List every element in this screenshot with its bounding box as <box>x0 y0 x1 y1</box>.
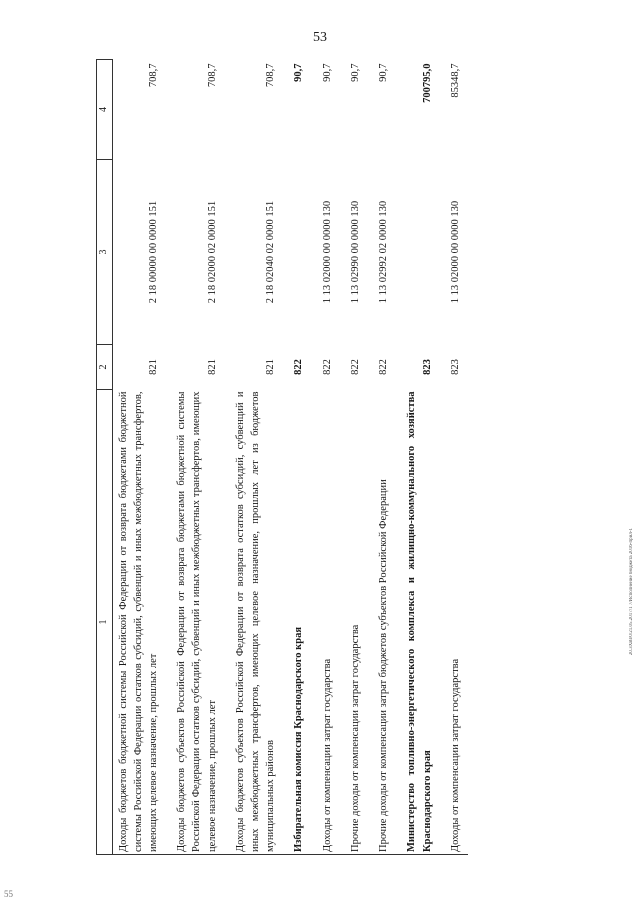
table-row <box>340 60 368 855</box>
budget-income-table <box>96 59 468 855</box>
row-budget-code: 2 18 00000 00 0000 151 <box>147 200 159 304</box>
row-admin-code: 823 <box>449 359 461 375</box>
row-amount: 708,7 <box>265 63 277 88</box>
row-amount: 90,7 <box>321 63 333 82</box>
footer-code: 20.3XBl/0/21.05.2017/1 7/Исполнение бюджета 2016-прил-1 <box>629 527 634 655</box>
table-header <box>97 60 113 855</box>
row-description: Доходы бюджетов бюджетной системы Российской Федерации от возврата бюджетами бюджетной системы Российской Федерации остатков субсидий, субвенций и иных межбюджетных трансфертов, имеющих целевое назначение, прошлых лет <box>112 390 166 855</box>
table-row <box>166 60 225 855</box>
row-amount: 708,7 <box>206 63 218 88</box>
row-description: Доходы от компенсации затрат государства <box>312 390 340 855</box>
row-amount: 85348,7 <box>449 63 461 98</box>
row-admin-code: 822 <box>378 359 390 375</box>
row-description: Доходы от компенсации затрат государства <box>440 390 468 855</box>
header-row <box>97 60 113 855</box>
table-row <box>440 60 468 855</box>
rotated-table-container <box>96 60 558 855</box>
page-number: 53 <box>313 30 327 45</box>
row-amount: 90,7 <box>293 63 305 82</box>
row-description: Доходы бюджетов субъектов Российской Федерации от возврата бюджетами бюджетной системы Российской Федерации остатков субсидий, субвенций и иных межбюджетных трансфертов, имеющих целевое назначение, прошлых лет <box>166 390 225 855</box>
row-description: Избирательная комиссия Краснодарского края <box>283 390 311 855</box>
table-row <box>225 60 284 855</box>
row-admin-code: 822 <box>321 359 333 375</box>
header-col-1: 1 <box>97 390 113 855</box>
row-budget-code: 1 13 02000 00 0000 130 <box>321 200 333 304</box>
header-col-4: 4 <box>97 60 113 160</box>
row-budget-code <box>396 160 439 345</box>
table-body <box>112 60 468 855</box>
row-admin-code: 822 <box>293 359 305 375</box>
table-row <box>112 60 166 855</box>
row-admin-code: 822 <box>349 359 361 375</box>
row-admin-code: 821 <box>265 359 277 375</box>
row-budget-code: 1 13 02990 00 0000 130 <box>349 200 361 304</box>
header-col-3: 3 <box>97 160 113 345</box>
table-row <box>312 60 340 855</box>
row-budget-code: 1 13 02000 00 0000 130 <box>449 200 461 304</box>
row-budget-code: 2 18 02000 02 0000 151 <box>206 200 218 304</box>
row-budget-code: 2 18 02040 02 0000 151 <box>265 200 277 304</box>
row-amount: 90,7 <box>349 63 361 82</box>
row-description: Министерство топливно-энергетического комплекса и жилищно-коммунального хозяйства Краснодарского края <box>396 390 439 855</box>
row-amount: 708,7 <box>147 63 159 88</box>
row-amount: 90,7 <box>378 63 390 82</box>
header-col-2: 2 <box>97 345 113 390</box>
table-row <box>368 60 396 855</box>
table-row <box>396 60 439 855</box>
table-row <box>283 60 311 855</box>
margin-number: 55 <box>4 889 13 899</box>
row-budget-code: 1 13 02992 02 0000 130 <box>378 200 390 304</box>
row-description: Прочие доходы от компенсации затрат бюджетов субъектов Российской Федерации <box>368 390 396 855</box>
row-amount: 700795,0 <box>421 63 433 103</box>
row-admin-code: 823 <box>421 359 433 375</box>
row-budget-code <box>283 160 311 345</box>
row-description: Доходы бюджетов субъектов Российской Федерации от возврата остатков субсидий, субвенций и иных межбюджетных трансфертов, имеющих целевое назначение, прошлых лет из бюджетов муниципальных районов <box>225 390 284 855</box>
row-admin-code: 821 <box>147 359 159 375</box>
row-admin-code: 821 <box>206 359 218 375</box>
row-description: Прочие доходы от компенсации затрат государства <box>340 390 368 855</box>
